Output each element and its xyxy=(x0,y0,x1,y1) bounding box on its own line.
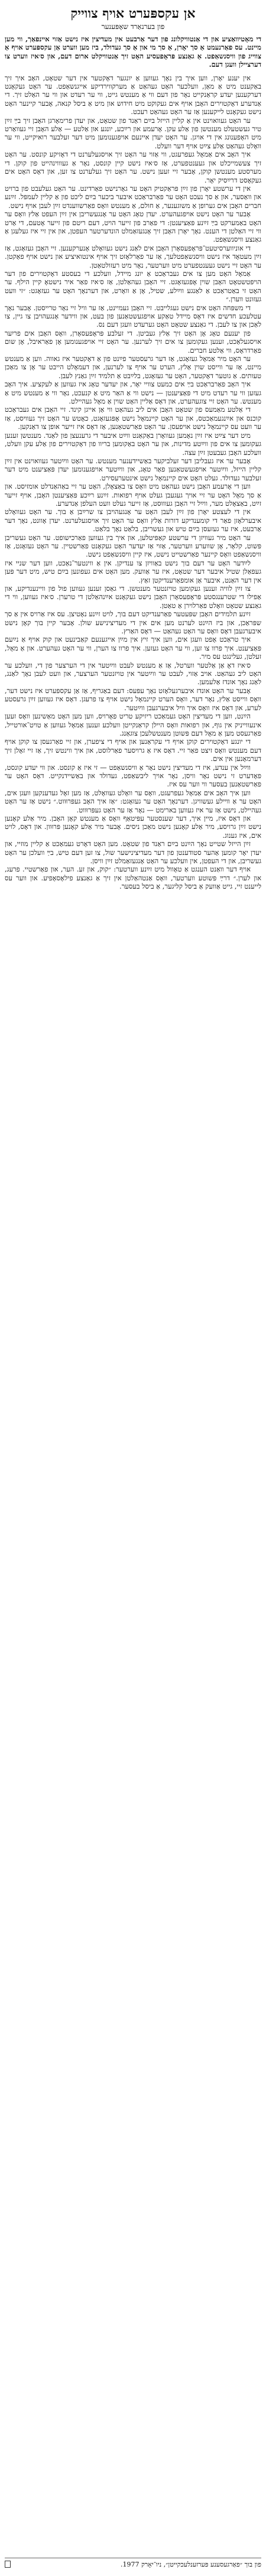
article-paragraph: אין די ערשטע יאָרן פון זײַן פּראַקטיק האָט ער גאָרנישט פאַרדינט. ער האָט געלעבט פון ברויט און וואַסער, און אַ סך נעכט האָט ער פאַרבראַכט איבער ביכער בײַם ליכט פון אַ קליין לעמפּל. זײַנע חברים האָבן אים גערופן אַ משוגענער, אַ חולם, אַ מענטש וואָס פאַרשווענדט זײַן לעבן אויף נישט. xyxy=(5,184,261,210)
article-byline: פון בערנאַרד שאָפּענער xyxy=(101,22,165,31)
article-paragraph: אַמאָל האָט מען צו אים געבראַכט אַ יונג מיידל, וועלכע די בעסטע דאָקטוירים פון דער הויפּטשטאָט האָבן שוין אָפּגעזאָגט. זיי האָבן געהאַלטן, אַז ס׳איז פאַר איר נישטאָ קיין הילף. ער האָט זי באַטראַכט אַ לאַנגע ווײַלע, שטיל, אָן אַ וואָרט, און דערנאָך האָט ער געזאָגט: ״זי וועט געזונט ווערן.״ xyxy=(5,269,261,304)
article-paragraph: אָבער ער האָט נישט אויפגעהערט. יעדן טאָג האָט ער אָנגעשריבן אין זײַן העפט אַלץ וואָס ער האָט באַמערקט בײַ זײַנע פּאַציענטן: די פאַרב פון זייער הויט, דעם ריטם פון זייער אָטעם, די אַרט ווי זיי האַלטן די הענט. נאָך יאָרן האָבן זיך אָנגעזאַמלט הונדערטער העפטן, און אין זיי איז געלעגן אַ גאַנצע וויסנשאַפט. xyxy=(5,210,261,244)
article-paragraph: צו זײַן לוויה זענען געקומען טויזנטער מענטשן. די גאַסן זענען געווען פול פון וויינענדיקע, און אַפילו די שטרענגסטע פּראָפעסאָרן האָבן נישט געקאָנט אײַנהאַלטן די טרערן. ס׳איז געווען, ווי די גאַנצע שטאָט וואָלט פאַרלוירן אַ טאַטן. xyxy=(5,584,261,610)
article-title: אן עקספּערט אויף צווייק xyxy=(70,6,196,21)
article-paragraph: די אוניווערסיטעט־פּראָפעסאָרן האָבן אים לאַנג נישט געוואָלט אָנערקענען. זיי האָבן געזאָגט, אַז זײַן מעטאָד איז נישט וויסנשאַפטלעך, אַז ער פאַרלאָזט זיך אויף אינטואיציע און נישט אויף פאַקטן. ער האָט זיי נישט געענטפערט מיט ווערטער, נאָר מיט רעזולטאַטן. xyxy=(5,243,261,269)
article-paragraph: די יונגע דאָקטוירים קוקן אויף די עקראַנען און אויף די ציפערן, און זיי פאַרגעסן צו קוקן אויף דעם מענטש וואָס זיצט פאַר זיי. דאָס איז אַ גרויסער פאַרלוסט, און איך ווינטש זיך, אַז זיי זאָלן זיך דערמאָנען אין אים. xyxy=(5,737,261,763)
article-paragraph: ער האָט מיר אַמאָל געזאָגט, אַז דער גרעסטער פײַנט פון אַ דאָקטער איז גאווה. ווען אַ מענטש מיינט, אַז ער ווייסט שוין אַלץ, הערט ער אויף צו לערנען, און דעמאָלט הייבט ער אָן צו מאַכן טעותים. אַ גוטער דאָקטער, האָט ער געזאָגט, בלײַבט אַ תלמיד זײַן גאַנץ לעבן. xyxy=(5,354,261,380)
article-paragraph: איך האָב פאַרבראַכט בײַ אים כמעט צוויי יאָר, און יעדער טאָג איז געווען אַ לעקציע. איך האָב געזען ווי ער רעדט מיט די פּאַציענטן — נישט ווי אַ האַר מיט אַ קנעכט, נאָר ווי אַ מענטש מיט אַ מענטש. ער האָט זיי צוגעהערט, און דאָס אַליין האָט שוין אַ מאָל געהיילט. xyxy=(5,380,261,406)
article-paragraph: מיט דער צײַט איז זײַן נאָמען געוואָרן באַקאַנט ווײַט איבער די גרענעצן פון לאַנד. מענטשן זענען געקומען צו אים פון ווײַטע מדינות, און ער האָט באַקומען בריוו פון דאָקטוירים פון אַלע עקן וועלט, וועלכע האָבן געבעטן זײַן עצה. xyxy=(5,431,261,457)
article-paragraph: אויף דער וואַנט הענגט אַ טאָוול מיט זײַנע ווערטער: ״קוק, און זע. הער, און פאַרשטיי. פרעג, און לערן.״ דרײַ פּשוטע ווערטער, וואָס אַנטהאַלטן אין זיך אַ גאַנצע פילאָסאָפיע. און ווער עס לייענט זיי, גייט אַוועק אַ ביסל קליגער, אַ ביסל בעסער. xyxy=(5,865,261,891)
article-paragraph: אין יענע יאָרן, ווען איך בין נאָך געווען אַ יונגער דאָקטער אין דער שטאָט, האָב איך זיך באַקענט מיט אַ מאַן, וועלכער האָט געהאַט אַ מערקווירדיקע אייגנשאַפט. ער האָט געקאָנט דערקענען יעדע קראַנקייט נאָר פון דעם ווי אַ מענטש גייט, ווי ער רעדט און ווי ער האַלט זיך. די אַנדערע דאָקטוירים האָבן אויף אים געקוקט מיט חידוש און מיט אַ ביסל קנאה, אָבער קיינער האָט נישט געקאָנט לייקענען אַז ער האָט געהאַט רעכט. xyxy=(5,73,261,116)
article-paragraph: ער האָט געוואוינט אין אַ קליין הייזל בײַם ראַנד פון שטאָט, און יעדן פרימאָרגן האָבן זיך בײַ זײַן טיר געשטעלט מענטשן פון אַלע עקן. אָרעמע און רײַכע, יונגע און אַלטע — אַלע האָבן זיי געוואַרט מיט האָפענונג אין די אויגן. ער האָט יעדן איינעם אויפגענומען מיט דער זעלבער רואיקייט, ווי ער וואָלט געהאַט אַלע צײַט אויף דער וועלט. xyxy=(5,116,261,150)
article-paragraph: די אַלטע מאַמעס פון שטאָט האָבן אים ליב געהאַט ווי אַן אייגן קינד. זיי האָבן אים געבראַכט קוכנס און אײַנגעמאַכטס, און ער האָט קיינמאָל נישט אָפּגעזאָגט, כאָטש ער האָט זיך געוויסט, אַז ער וועט עס קיינמאָל נישט אויפעסן. ער האָט פאַרשטאַנען, אַז דאָס איז זייער אופן צו דאַנקען. xyxy=(5,405,261,431)
article-paragraph: הײַנט, ווען די מעדיצין האָט געמאַכט ריזיקע טריט פאָרויס, ווען מען האָט מאַשינען וואָס זעען אינעווייניק אין גוף, און רפואות וואָס היילן קראַנקייטן וועלכע זענען אַמאָל געווען אַ טויט־אורטייל, פאַרגעסט מען אַ מאָל דעם פּשוטן מענטשלעכן צוגאַנג. xyxy=(5,712,261,737)
article-paragraph: ווען די אָרעמע האָבן נישט געהאַט מיט וואָס צו באַצאָלן, האָט ער זיי באַהאַנדלט אומזיסט. און אַ סך מאָל האָט ער זיי אויך געגעבן געלט אויף רפואות. זײַנע רײַכע פּאַציענטן האָבן, אויף זייער זײַט, באַצאָלט מער, ווײַל זיי האָבן געוווּסט, אַז זייער געלט וועט העלפן אַנדערע. xyxy=(5,482,261,508)
article-paragraph: פון יענעם טאָג אָן האָט זיך אַלץ געביטן. די זעלבע פּראָפעסאָרן, וואָס האָבן אים פריִער אויסגעלאַכט, זענען געקומען צו אים זיך לערנען. ער האָט זיי אויפגענומען אָן פאַראיבל, אָן שום פאַרדראָס, ווי אַלטע חברים. xyxy=(5,328,261,354)
article-paragraph: אָבער ער האָט אונדז איבערגעלאָזט נאָך עפּעס: דעם באַגריף, אַז אַן עקספּערט איז נישט דער, וואָס ווייסט אַלץ, נאָר דער, וואָס הערט קיינמאָל נישט אויף צו פרעגן. דאָס איז געווען זײַן גרעסטע לערע, און דאָס איז וואָס איך וויל איבערגעבן ווײַטער. xyxy=(5,686,261,712)
article-paragraph: ווען איך האָב אים אַמאָל געפרעגט, וואָס ער וואָלט געוואָלט, אַז מען זאָל געדענקען וועגן אים, האָט ער אַ וויילע געשוויגן. דערנאָך האָט ער געזאָגט: ״אַז איך האָב געפּרוּווט.״ נישט אַז ער האָט געהיילט, נישט אַז ער איז געווען בארימט — נאָר אַז ער האָט געפּרוּווט. xyxy=(5,788,261,814)
article-paragraph: איך האָב אים אַמאָל געפרעגט, ווי אַזוי ער האָט זיך אויסגעלערנט די דאָזיקע קונסט. ער האָט זיך צעשמייכלט און געענטפערט, אַז ס׳איז נישט קיין קונסט, נאָר אַ געוווינהייט פון קוקן. די מערסטע מענטשן קוקן, אָבער זיי זעען נישט. ער האָט זיך געלערנט צו זען, און דאָס האָט אים געקאָסט דרײַסיק יאָר. xyxy=(5,150,261,184)
article-paragraph: די משפּחה האָט אים נישט געגלייבט. זיי האָבן געמיינט, אַז ער וויל זיי נאָר טרייסטן. אָבער נאָך עטלעכע חדשים איז דאָס מיידל טאַקע אויפגעשטאַנען פון בעט, און ווידער אָנגעהויבן צו גיין, צו לאַכן און צו לעבן. די גאַנצע שטאָט האָט גערעדט וועגן דעם נס. xyxy=(5,303,261,329)
article-paragraph: לײַדער האָט ער דעם בוך נישט באַוויזן צו ענדיקן. אין אַ ווינטער־נאַכט, ווען דער שניי איז געפאַלן שטיל איבער דער שטאָט, איז ער אַוועק. מען האָט אים געפונען בײַם טיש, מיט דער פּען אין דער האַנט, איבער אַן אומפאַרענדיקטן זאַץ. xyxy=(5,558,261,584)
article-lead: די מאָטיוואַציע און די אַנטוויקלונג פון דער אַרבעט אין מעדיצין איז נישט אַזוי איינפאַך, ווי מען מיינט. עס פאַרנעמט אַ סך יאָרן, אַ סך מי און אַ סך געדולד, ביז מען ווערט אַן עקספּערט אויף אַ צווייג פון וויסנשאַפט. אַ גאַנצע פּראָפעסיע האָט זיך אַנטוויקלט ארום דעם, און ס׳איז ווערט צו דערציילן וועגן דעם. xyxy=(5,35,261,69)
article-paragraph: און דאָס איז, מיין איך, דער שענסטער עפּיטאַף וואָס אַ מענטש קאָן האָבן. מיר אַלע קאָנען נישט זײַן גרויסע, מיר אַלע קאָנען נישט מאַכן ניסים. אָבער מיר אַלע קאָנען פּרוּוון. און דאָס, לויט אים, איז גענוג. xyxy=(5,814,261,840)
article-paragraph: ער האָט מיר געוויזן די ערשטע קאַפּיטלען, און איך בין געווען פאַרכישופט. ער האָט געשריבן פּשוט, קלאָר, אָן שווערע ווערטער, אַזוי אַז יעדער האָט געקאָנט פאַרשטיין. ער האָט געזאָגט, אַז וויסנשאַפט וואָס קיינער פאַרשטייט נישט, איז קיין וויסנשאַפט נישט. xyxy=(5,533,261,559)
article-body xyxy=(5,74,261,891)
article-paragraph: ווײַל אין ענדע, איז די מעדיצין נישט נאָר אַ וויסנשאַפט — זי איז אַ קונסט. און ווי יעדע קונסט, פאָדערט זי נישט נאָר וויסן, נאָר אויך ליבשאַפט, געדולד און באַשיידנקייט. דאָס האָט ער פאַרשטאַנען בעסער ווי ווער עס איז. xyxy=(5,763,261,789)
article-paragraph: איך טראַכט אָפט וועגן אים, ווען איך זיץ אין מײַן אייגענעם קאַבינעט און קוק אויף אַ נײַעם פּאַציענט. איך פרוו צו זען, ווי ער האָט געזען. איך פרוו צו הערן, ווי ער האָט געהערט. און אַ מאָל, זעלטן, געלינגט עס מיר. xyxy=(5,635,261,661)
page-icon xyxy=(5,2561,11,2568)
article-paragraph: ס׳איז דאָ אַן אַלטער ווערטל, אַז אַ מענטש לעבט ווײַטער אין די הערצער פון די, וועלכע ער האָט ליב געהאַט. אויב אַזוי, לעבט ער ווײַטער אין טויזנטער הערצער, און וועט לעבן נאָך לאַנג, לאַנג נאָך אונדז אַלעמען. xyxy=(5,661,261,687)
article-paragraph: זײַנע תלמידים האָבן שפּעטער פאַרענדיקט דעם בוך, לויט זײַנע נאָטיצן. עס איז אַרויס אין אַ סך שפּראַכן, און ביז הײַנט לערנט מען אים אין די מעדיצינישע שולן. אָבער קיין בוך קאָן נישט איבערגעבן דאָס וואָס ער האָט געהאַט — דאָס האַרץ. xyxy=(5,610,261,636)
article-paragraph: אָבער ער איז געבליבן דער זעלביקער באַשיידענער מענטש. ער האָט ווײַטער געוואוינט אין זײַן קליין הייזל, ווײַטער אויפגעשטאַנען פאַר טאָג, און ווײַטער אויפגענומען יעדן פּאַציענט מיט דער זעלבער געדולד. געלט האָט אים קיינמאָל נישט אינטערעסירט. xyxy=(5,456,261,482)
article-paragraph: אין די לעצטע יאָרן פון זײַן לעבן האָט ער אָנגעהויבן צו שרײַבן אַ בוך. ער האָט געוואָלט איבערלאָזן פאַר די קומענדיקע דורות אַלץ וואָס ער האָט זיך אויסגעלערנט. יעדן אָוונט, נאָך דער אַרבעט, איז ער געזעסן בײַם טיש און געשריבן, בלאַט נאָך בלאַט. xyxy=(5,508,261,534)
article-paragraph: זײַן הייזל שטייט נאָך הײַנט בײַם ראַנד פון שטאָט. מען האָט דאָרט געמאַכט אַ קליין מוזיי, און יעדן יאָר קומען אַהער סטודענטן פון דער מעדיצינישער שול, צו זען דעם טיש, בײַ וועלכן ער האָט געשריבן, און די העפטן, אין וועלכע ער האָט אָנגעזאַמלט זײַן וויסן. xyxy=(5,840,261,865)
article-footnote: פון בוך ״פאַרגעסענע פּערזענלעכקייטן״, ניו־יאָרק 1977. xyxy=(5,2558,261,2569)
